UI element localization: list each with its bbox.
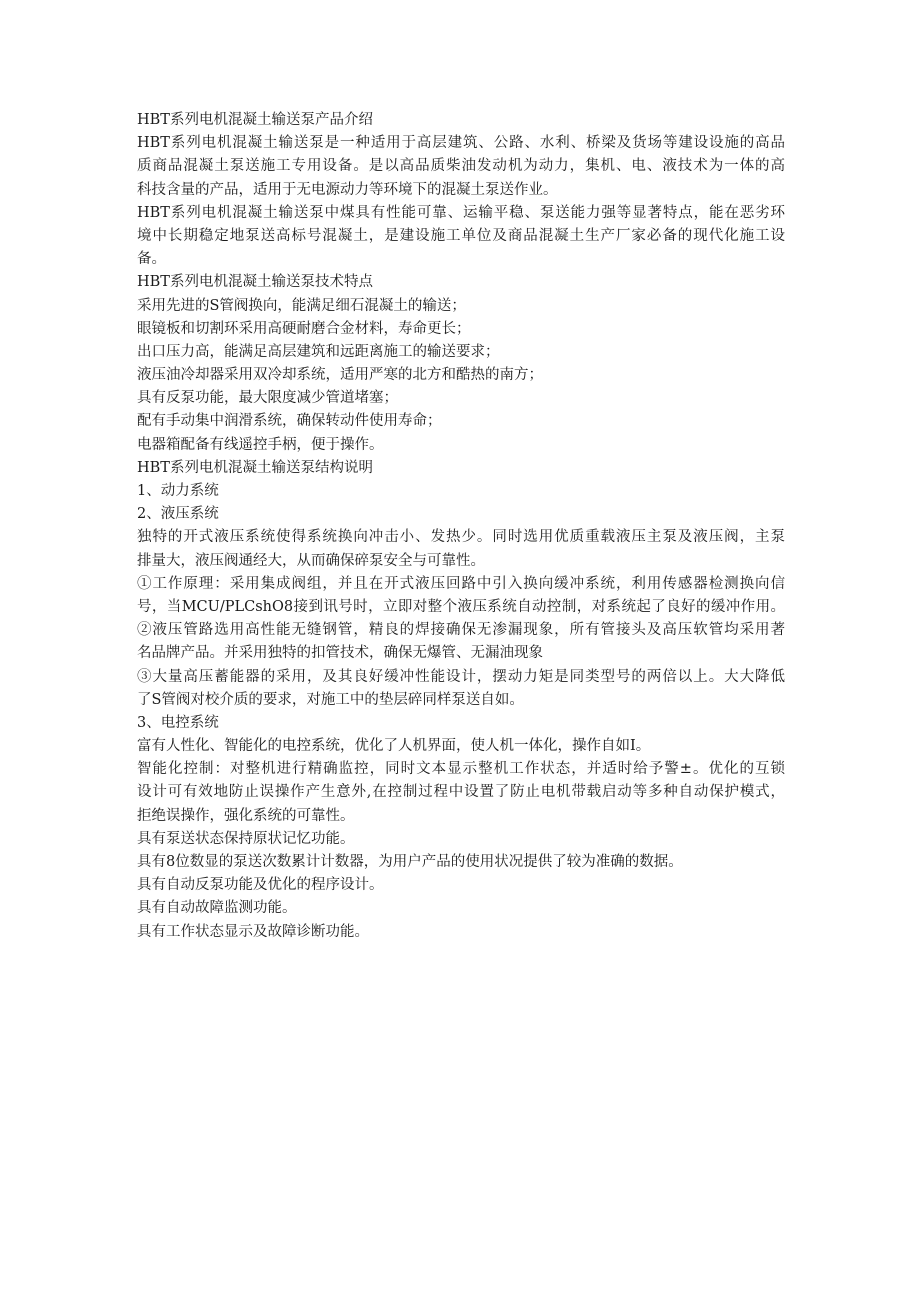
text-line: ③大量高压蓄能器的采用，及其良好缓冲性能设计，摆动力矩是同类型号的两倍以上。大大降低 — [137, 668, 785, 685]
text-line: 名品牌产品。并采用独特的扣管技术，确保无爆管、无漏油现象 — [137, 645, 543, 662]
text-line: 具有泵送状态保持原状记忆功能。 — [137, 830, 355, 847]
text-line: 具有自动故障监测功能。 — [137, 900, 297, 917]
text-line: 备。 — [137, 251, 166, 268]
text-line: 具有自动反泵功能及优化的程序设计。 — [137, 877, 384, 894]
text-line: 1、动力系统 — [137, 483, 219, 499]
text-line: HBT系列电机混凝土输送泵是一种适用于高层建筑、公路、水利、桥梁及货场等建设设施的高品 — [137, 135, 785, 152]
text-line: 排量大，液压阀通经大，从而确保碎泵安全与可靠性。 — [137, 552, 485, 569]
text-line: HBT系列电机混凝土输送泵结构说明 — [137, 459, 373, 476]
text-line: 拒绝误操作，强化系统的可靠性。 — [137, 807, 355, 824]
text-line: 境中长期稳定地泵送高标号混凝土，是建设施工单位及商品混凝土生产厂家必备的现代化施工设 — [137, 227, 785, 244]
text-line: 具有8位数显的泵送次数累计计数器，为用户产品的使用状况提供了较为准确的数据。 — [137, 854, 683, 870]
text-line: 3、电控系统 — [137, 714, 219, 731]
text-line: 眼镜板和切割环采用高硬耐磨合金材料，寿命更长； — [137, 320, 471, 337]
text-line: ①工作原理：采用集成阀组，并且在开式液压回路中引入换向缓冲系统，利用传感器检测换向信 — [137, 575, 785, 592]
text-line: 出口压力高，能满足高层建筑和远距离施工的输送要求； — [137, 343, 500, 360]
text-line: 智能化控制：对整机进行精确监控，同时文本显示整机工作状态，并适时给予警±。优化的互锁 — [137, 761, 785, 778]
text-line: 富有人性化、智能化的电控系统，优化了人机界面，使人机一体化，操作自如I。 — [137, 738, 651, 755]
text-line: ②液压管路选用高性能无缝钢管，精良的焊接确保无渗漏现象，所有管接头及高压软管均采用著 — [137, 622, 785, 639]
text-line: 液压油冷却器采用双冷却系统，适用严寒的北方和酷热的南方； — [137, 367, 543, 384]
text-line: 具有工作状态显示及故障诊断功能。 — [137, 923, 369, 940]
text-line: 科技含量的产品，适用于无电源动力等环境下的混凝土泵送作业。 — [137, 181, 558, 198]
text-line: 电器箱配备有线遥控手柄，便于操作。 — [137, 436, 384, 453]
text-line: HBT系列电机混凝土输送泵中煤具有性能可靠、运输平稳、泵送能力强等显著特点，能在恶劣环 — [137, 204, 785, 221]
text-line: 具有反泵功能，最大限度减少管道堵塞； — [137, 390, 398, 407]
text-line: 独特的开式液压系统使得系统换向冲击小、发热少。同时选用优质重载液压主泵及液压阀，主泵 — [137, 529, 785, 546]
text-line: 了S管阀对校介质的要求，对施工中的垫层碎同样泵送自如。 — [137, 691, 524, 708]
text-line: 设计可有效地防止误操作产生意外,在控制过程中设置了防止电机带载启动等多种自动保护模式， — [137, 784, 785, 801]
text-line: 质商品混凝土泵送施工专用设备。是以高品质柴油发动机为动力，集机、电、液技术为一体的高 — [137, 158, 785, 175]
text-line: 配有手动集中润滑系统，确保转动件使用寿命； — [137, 413, 442, 430]
text-line: HBT系列电机混凝土输送泵产品介绍 — [137, 112, 373, 128]
document-body — [137, 109, 785, 944]
text-line: 号，当MCU/PLCshO8接到讯号时，立即对整个液压系统自动控制，对系统起了良好的缓冲作用。 — [137, 598, 785, 615]
text-line: 2、液压系统 — [137, 506, 219, 523]
text-line: HBT系列电机混凝土输送泵技术特点 — [137, 274, 373, 291]
text-line: 采用先进的S管阀换向，能满足细石混凝土的输送； — [137, 297, 466, 314]
